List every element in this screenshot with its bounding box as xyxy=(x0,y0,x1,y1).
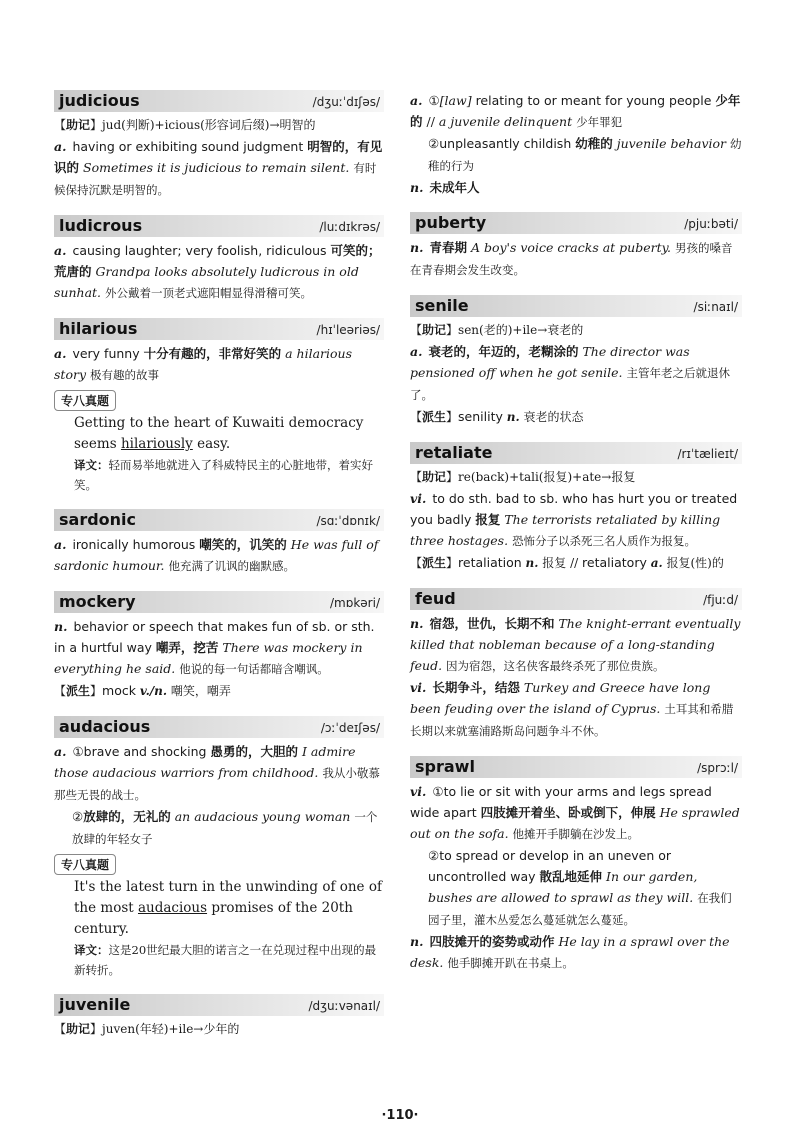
headword: sprawl xyxy=(415,757,475,776)
entry-header xyxy=(410,588,742,610)
entry-ludicrous xyxy=(54,215,384,304)
sense: vi. 长期争斗，结怨 Turkey and Greece have long been feuding over the island of Cyprus. 土耳其和希腊长期以来就塞浦路斯岛问题争斗不休。 xyxy=(410,680,734,738)
headword: audacious xyxy=(59,717,151,736)
phonetic: /pjuːbəti/ xyxy=(684,217,738,231)
sense: a. ①brave and shocking 愚勇的，大胆的 I admire those audacious warriors from childhood. 我从小敬慕那些无畏的战士。 xyxy=(54,744,380,802)
exam-sentence: Getting to the heart of Kuwaiti democracy seems hilariously easy. xyxy=(74,415,364,452)
headword: retaliate xyxy=(415,443,493,462)
entry-judicious xyxy=(54,90,384,201)
sense: n. 四肢摊开的姿势或动作 He lay in a sprawl over the desk. 他手脚摊开趴在书桌上。 xyxy=(410,934,730,970)
entry-sardonic xyxy=(54,509,384,577)
sense: n. 青春期 A boy's voice cracks at puberty. 男孩的嗓音在青春期会发生改变。 xyxy=(410,240,733,277)
sense: ②放肆的，无礼的 an audacious young woman 一个放肆的年轻女子 xyxy=(72,809,378,846)
entry-juvenile-continued xyxy=(410,90,742,198)
entry-header xyxy=(54,591,384,613)
sense: a. causing laughter; very foolish, ridiculous 可笑的；荒唐的 Grandpa looks absolutely ludicrous in old sunhat. 外公戴着一顶老式遮阳帽显得滑稽可笑。 xyxy=(54,243,381,300)
sense: n. 未成年人 xyxy=(410,180,480,195)
exam-label: 专八真题 xyxy=(54,854,116,875)
sense: vi. to do sth. bad to sb. who has hurt you or treated you badly 报复 The terrorists retaliated by killing three hostages. 恐怖分子以杀死三名人质作为报复。 xyxy=(410,491,738,548)
entry-header xyxy=(54,90,384,112)
sense: ②unpleasantly childish 幼稚的 juvenile behavior 幼稚的行为 xyxy=(428,136,742,173)
phonetic: /dʒuːvənaɪl/ xyxy=(308,999,380,1013)
entry-header xyxy=(410,756,742,778)
sense: a. very funny 十分有趣的，非常好笑的 a hilarious story 极有趣的故事 xyxy=(54,346,352,382)
left-column xyxy=(54,90,384,1054)
right-column xyxy=(410,90,742,988)
phonetic: /ɔːˈdeɪʃəs/ xyxy=(320,721,380,735)
headword: juvenile xyxy=(59,995,131,1014)
entry-header xyxy=(410,212,742,234)
entry-senile xyxy=(410,295,742,428)
sense: a. having or exhibiting sound judgment 明智的，有见识的 Sometimes it is judicious to remain silent. 有时候保持沉默是明智的。 xyxy=(54,139,383,197)
derivative: 【派生】retaliation n. 报复 // retaliatory a. 报复(性)的 xyxy=(410,555,724,570)
entry-header xyxy=(54,318,384,340)
phonetic: /sɑːˈdɒnɪk/ xyxy=(316,514,380,528)
headword: feud xyxy=(415,589,456,608)
headword: mockery xyxy=(59,592,136,611)
entry-feud xyxy=(410,588,742,742)
page-number: ·110· xyxy=(381,1108,419,1123)
mnemonic: 【助记】juven(年轻)+ile→少年的 xyxy=(54,1022,240,1036)
phonetic: /siːnaɪl/ xyxy=(693,300,738,314)
entry-header xyxy=(410,295,742,317)
sense: n. 宿怨，世仇，长期不和 The knight-errant eventually killed that nobleman because of a long-standing feud. 因为宿怨，这名侠客最终杀死了那位贵族。 xyxy=(410,616,741,673)
entry-audacious xyxy=(54,716,384,980)
entry-retaliate xyxy=(410,442,742,574)
entry-header xyxy=(54,716,384,738)
phonetic: /hɪˈleəriəs/ xyxy=(316,323,380,337)
headword: ludicrous xyxy=(59,216,143,235)
entry-mockery xyxy=(54,591,384,702)
headword: hilarious xyxy=(59,319,138,338)
sense: ②to spread or develop in an uneven or uncontrolled way 散乱地延伸 In our garden, bushes are allowed to sprawl as they will. 在我们园子里，灌木丛爱怎么蔓延就怎么蔓延。 xyxy=(428,848,732,927)
headword: puberty xyxy=(415,213,487,232)
phonetic: /rɪˈtælieɪt/ xyxy=(677,447,738,461)
entry-header xyxy=(54,509,384,531)
mnemonic: 【助记】re(back)+tali(报复)+ate→报复 xyxy=(410,470,636,484)
entry-puberty xyxy=(410,212,742,281)
mnemonic: 【助记】sen(老的)+ile→衰老的 xyxy=(410,323,584,337)
phonetic: /luːdɪkrəs/ xyxy=(319,220,380,234)
headword: sardonic xyxy=(59,510,137,529)
entry-hilarious xyxy=(54,318,384,495)
entry-header xyxy=(54,215,384,237)
exam-translation: 译文：这是20世纪最大胆的诺言之一在兑现过程中出现的最新转折。 xyxy=(74,943,377,977)
derivative: 【派生】mock v./n. 嘲笑，嘲弄 xyxy=(54,683,231,698)
exam-sentence: It's the latest turn in the unwinding of one of the most audacious promises of the 20th century. xyxy=(74,879,382,937)
sense: n. behavior or speech that makes fun of sb. or sth. in a hurtful way 嘲弄，挖苦 There was mockery in everything he said. 他说的每一句话都暗含嘲讽。 xyxy=(54,619,375,676)
exam-translation: 译文：轻而易举地就进入了科威特民主的心脏地带，着实好笑。 xyxy=(74,458,373,492)
phonetic: /mɒkəri/ xyxy=(330,596,380,610)
sense: a. 衰老的，年迈的，老糊涂的 The director was pensioned off when he got senile. 主管年老之后就退休了。 xyxy=(410,344,730,402)
headword: senile xyxy=(415,296,469,315)
entry-header xyxy=(410,442,742,464)
sense: a. ironically humorous 嘲笑的，讥笑的 He was full of sardonic humour. 他充满了讥讽的幽默感。 xyxy=(54,537,379,573)
mnemonic: 【助记】jud(判断)+icious(形容词后缀)→明智的 xyxy=(54,118,316,132)
phonetic: /sprɔːl/ xyxy=(697,761,738,775)
sense: a. ①[law] relating to or meant for young people 少年的 // a juvenile delinquent 少年罪犯 xyxy=(410,93,741,129)
entry-juvenile xyxy=(54,994,384,1040)
phonetic: /fjuːd/ xyxy=(703,593,738,607)
phonetic: /dʒuːˈdɪʃəs/ xyxy=(312,95,380,109)
sense: vi. ①to lie or sit with your arms and legs spread wide apart 四肢摊开着坐、卧或倒下，伸展 He sprawled out on the sofa. 他摊开手脚躺在沙发上。 xyxy=(410,784,740,841)
entry-sprawl xyxy=(410,756,742,974)
derivative: 【派生】senility n. 衰老的状态 xyxy=(410,409,584,424)
exam-label: 专八真题 xyxy=(54,390,116,411)
entry-header xyxy=(54,994,384,1016)
headword: judicious xyxy=(59,91,140,110)
